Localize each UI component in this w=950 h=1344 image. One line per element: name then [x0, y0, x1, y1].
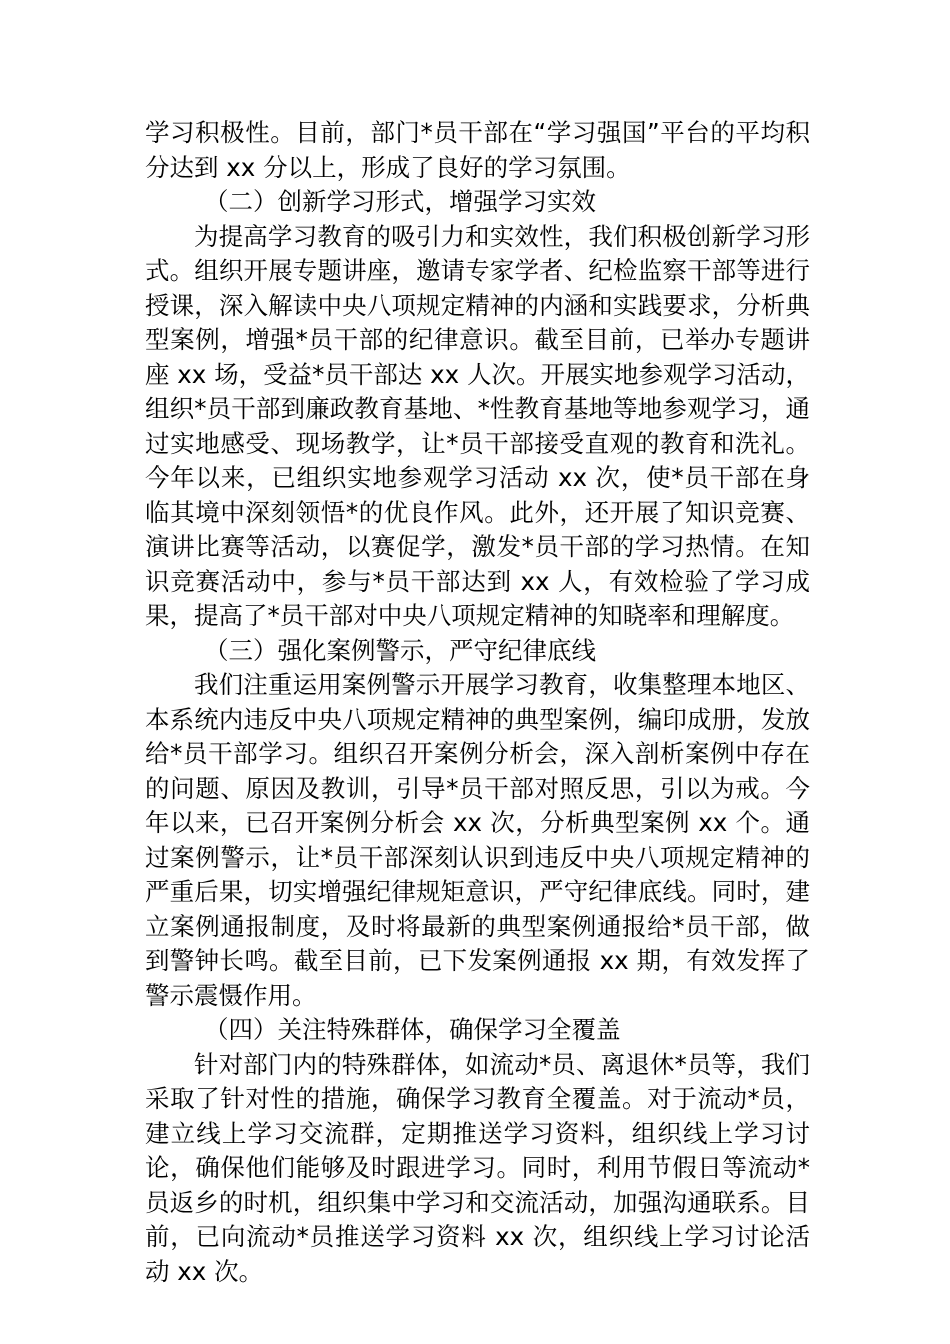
- section-heading-2: （二）创新学习形式，增强学习实效: [204, 187, 596, 216]
- section-heading-4: （四）关注特殊群体，确保学习全覆盖: [204, 1015, 621, 1044]
- paragraph-continuation: 学习积极性。目前，部门*员干部在“学习强国”平台的平均积分达到 xx 分以上，形成了良好的学习氛围。: [145, 118, 810, 182]
- paragraph-case-warning: 我们注重运用案例警示开展学习教育，收集整理本地区、本系统内违反中央八项规定精神的典型案例，编印成册，发放给*员干部学习。组织召开案例分析会，深入剖析案例中存在的问题、原因及教训，引导*员干部对照反思，引以为戒。今年以来，已召开案例分析会 xx 次，分析典型案例 xx 个。通过案例警示，让*员干部深刻认识到违反中央八项规定精神的严重后果，切实增强纪律规矩意识，严守纪律底线。同时，建立案例通报制度，及时将最新的典型案例通报给*员干部，做到警钟长鸣。截至目前，已下发案例通报 xx 期，有效发挥了警示震慑作用。: [145, 670, 810, 1010]
- section-heading-3: （三）强化案例警示，严守纪律底线: [204, 635, 596, 665]
- paragraph-special-groups: 针对部门内的特殊群体，如流动*员、离退休*员等，我们采取了针对性的措施，确保学习教育全覆盖。对于流动*员，建立线上学习交流群，定期推送学习资料，组织线上学习讨论，确保他们能够及时跟进学习。同时，利用节假日等流动*员返乡的时机，组织集中学习和交流活动，加强沟通联系。目前，已向流动*员推送学习资料 xx 次，组织线上学习讨论活动 xx 次。: [145, 1049, 810, 1286]
- document-body: [145, 116, 810, 1289]
- paragraph-learning-forms: 为提高学习教育的吸引力和实效性，我们积极创新学习形式。组织开展专题讲座，邀请专家学者、纪检监察干部等进行授课，深入解读中央八项规定精神的内涵和实践要求，分析典型案例，增强*员干部的纪律意识。截至目前，已举办专题讲座 xx 场，受益*员干部达 xx 人次。开展实地参观学习活动，组织*员干部到廉政教育基地、*性教育基地等地参观学习，通过实地感受、现场教学，让*员干部接受直观的教育和洗礼。今年以来，已组织实地参观学习活动 xx 次，使*员干部在身临其境中深刻领悟*的优良作风。此外，还开展了知识竞赛、演讲比赛等活动，以赛促学，激发*员干部的学习热情。在知识竞赛活动中，参与*员干部达到 xx 人，有效检验了学习成果，提高了*员干部对中央八项规定精神的知晓率和理解度。: [145, 221, 810, 630]
